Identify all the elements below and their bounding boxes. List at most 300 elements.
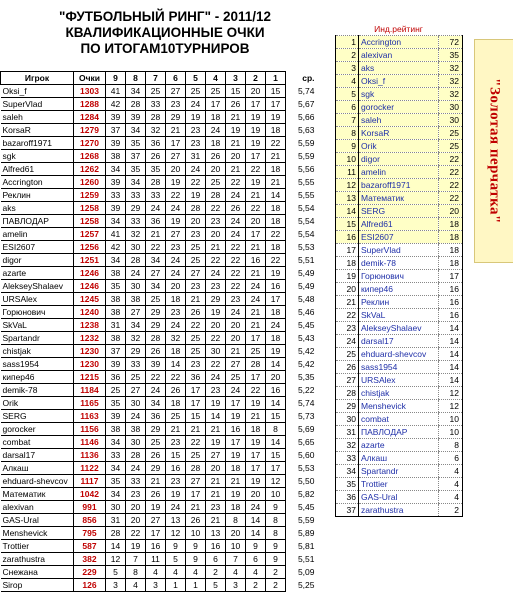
round-score: 34 <box>126 85 146 98</box>
rating-position: 3 <box>336 62 359 75</box>
round-score: 24 <box>226 189 246 202</box>
round-score: 19 <box>126 540 146 553</box>
round-score: 38 <box>106 306 126 319</box>
round-score: 26 <box>146 449 166 462</box>
round-score: 21 <box>266 176 286 189</box>
rating-score: 4 <box>439 465 463 478</box>
round-score: 22 <box>206 254 226 267</box>
rating-row <box>336 374 463 387</box>
round-score: 19 <box>246 436 266 449</box>
round-score: 38 <box>106 267 126 280</box>
rating-name: Алкаш <box>359 452 439 465</box>
player-name: KorsaR <box>1 124 74 137</box>
round-score: 20 <box>206 163 226 176</box>
rating-position: 21 <box>336 296 359 309</box>
round-score: 8 <box>266 514 286 527</box>
round-score: 25 <box>186 254 206 267</box>
rating-position: 8 <box>336 127 359 140</box>
column-header: 1 <box>266 72 286 85</box>
round-score: 19 <box>246 475 266 488</box>
rating-name: Accrington <box>359 36 439 49</box>
round-score: 26 <box>146 150 166 163</box>
player-average: 5,55 <box>297 177 315 187</box>
table-row <box>1 436 316 449</box>
table-header-row <box>1 72 316 85</box>
rating-row <box>336 179 463 192</box>
rating-name: Математик <box>359 192 439 205</box>
round-score: 23 <box>226 293 246 306</box>
round-score: 29 <box>126 202 146 215</box>
round-score: 24 <box>206 267 226 280</box>
player-average: 5,09 <box>297 567 315 577</box>
round-score: 29 <box>146 319 166 332</box>
round-score: 18 <box>166 293 186 306</box>
rating-row <box>336 283 463 296</box>
round-score: 39 <box>106 111 126 124</box>
player-points: 1284 <box>74 111 106 124</box>
column-header: ср. <box>302 73 315 83</box>
player-points: 1262 <box>74 163 106 176</box>
rating-row <box>336 296 463 309</box>
round-score: 19 <box>166 176 186 189</box>
rating-name: digor <box>359 153 439 166</box>
round-score: 41 <box>106 228 126 241</box>
round-score: 19 <box>186 111 206 124</box>
round-score: 20 <box>166 163 186 176</box>
round-score: 16 <box>166 462 186 475</box>
round-score: 17 <box>186 384 206 397</box>
round-score: 34 <box>126 319 146 332</box>
round-score: 19 <box>226 449 246 462</box>
round-score: 26 <box>206 150 226 163</box>
rating-score: 32 <box>439 62 463 75</box>
player-points: 126 <box>74 579 106 592</box>
round-score: 24 <box>226 215 246 228</box>
round-score: 20 <box>166 280 186 293</box>
player-name: ПАВЛОДАР <box>1 215 74 228</box>
round-score: 26 <box>186 514 206 527</box>
player-average: 5,35 <box>297 372 315 382</box>
round-score: 10 <box>186 527 206 540</box>
player-average: 5,51 <box>297 554 315 564</box>
round-score: 16 <box>266 384 286 397</box>
round-score: 16 <box>266 280 286 293</box>
round-score: 13 <box>206 527 226 540</box>
round-score: 24 <box>126 267 146 280</box>
round-score: 25 <box>166 410 186 423</box>
player-name: sgk <box>1 150 74 163</box>
player-name: azarte <box>1 267 74 280</box>
rating-name: SkVaL <box>359 309 439 322</box>
player-average: 5,50 <box>297 476 315 486</box>
round-score: 27 <box>206 449 226 462</box>
table-row <box>1 462 316 475</box>
player-average: 5,73 <box>297 411 315 421</box>
round-score: 22 <box>206 332 226 345</box>
rating-row <box>336 439 463 452</box>
round-score: 18 <box>166 345 186 358</box>
golden-glove-label: "Золотая перчатка" <box>486 78 503 224</box>
round-score: 3 <box>106 579 126 592</box>
round-score: 39 <box>106 137 126 150</box>
rating-score: 22 <box>439 192 463 205</box>
player-name: Алкаш <box>1 462 74 475</box>
round-score: 28 <box>206 189 226 202</box>
rating-score: 35 <box>439 49 463 62</box>
round-score: 22 <box>226 176 246 189</box>
rating-row <box>336 153 463 166</box>
player-average: 5,59 <box>297 138 315 148</box>
rating-position: 32 <box>336 439 359 452</box>
round-score: 15 <box>266 85 286 98</box>
round-score: 21 <box>206 514 226 527</box>
round-score: 22 <box>246 163 266 176</box>
rating-row <box>336 88 463 101</box>
round-score: 33 <box>146 189 166 202</box>
rating-score: 18 <box>439 257 463 270</box>
rating-position: 37 <box>336 504 359 517</box>
table-row <box>1 332 316 345</box>
column-header: 2 <box>246 72 266 85</box>
round-score: 27 <box>166 150 186 163</box>
round-score: 22 <box>206 202 226 215</box>
rating-header-spacer <box>336 23 359 36</box>
rating-row <box>336 62 463 75</box>
round-score: 22 <box>186 319 206 332</box>
rating-name: Реклин <box>359 296 439 309</box>
round-score: 18 <box>266 215 286 228</box>
player-name: Spartandr <box>1 332 74 345</box>
table-row <box>1 358 316 371</box>
round-score: 20 <box>226 319 246 332</box>
player-points: 1257 <box>74 228 106 241</box>
player-points: 382 <box>74 553 106 566</box>
player-name: Горюнович <box>1 306 74 319</box>
round-score: 12 <box>266 475 286 488</box>
round-score: 24 <box>166 319 186 332</box>
round-score: 35 <box>106 280 126 293</box>
player-points: 1232 <box>74 332 106 345</box>
rating-name: demik-78 <box>359 257 439 270</box>
round-score: 19 <box>206 306 226 319</box>
table-row <box>1 501 316 514</box>
player-points: 1303 <box>74 85 106 98</box>
table-row <box>1 150 316 163</box>
round-score: 9 <box>266 501 286 514</box>
round-score: 16 <box>226 423 246 436</box>
table-row <box>1 475 316 488</box>
table-row <box>1 540 316 553</box>
round-score: 28 <box>186 202 206 215</box>
column-header: 6 <box>166 72 186 85</box>
round-score: 28 <box>106 527 126 540</box>
player-name: URSAlex <box>1 293 74 306</box>
round-score: 24 <box>146 384 166 397</box>
rating-score: 25 <box>439 140 463 153</box>
table-row <box>1 319 316 332</box>
round-score: 18 <box>206 137 226 150</box>
round-score: 18 <box>266 306 286 319</box>
round-score: 12 <box>166 527 186 540</box>
rating-position: 6 <box>336 101 359 114</box>
rating-name: GAS-Ural <box>359 491 439 504</box>
player-points: 1156 <box>74 423 106 436</box>
round-score: 5 <box>206 579 226 592</box>
round-score: 21 <box>246 410 266 423</box>
round-score: 39 <box>106 202 126 215</box>
rating-position: 14 <box>336 205 359 218</box>
round-score: 19 <box>226 488 246 501</box>
round-score: 24 <box>166 501 186 514</box>
table-row <box>1 566 316 579</box>
player-points: 1260 <box>74 176 106 189</box>
player-points: 1240 <box>74 306 106 319</box>
rating-name: azarte <box>359 439 439 452</box>
rating-score: 4 <box>439 478 463 491</box>
round-score: 27 <box>126 306 146 319</box>
round-score: 23 <box>166 436 186 449</box>
player-name: darsal17 <box>1 449 74 462</box>
player-points: 1246 <box>74 280 106 293</box>
round-score: 27 <box>186 267 206 280</box>
round-score: 18 <box>166 397 186 410</box>
round-score: 21 <box>206 488 226 501</box>
round-score: 28 <box>146 332 166 345</box>
rating-row <box>336 192 463 205</box>
rating-name: KorsaR <box>359 127 439 140</box>
round-score: 20 <box>206 319 226 332</box>
round-score: 17 <box>246 371 266 384</box>
player-average: 5,59 <box>297 515 315 525</box>
player-points: 1268 <box>74 150 106 163</box>
round-score: 25 <box>206 85 226 98</box>
round-score: 33 <box>126 475 146 488</box>
rating-header: Инд.рейтинг <box>374 24 423 34</box>
round-score: 2 <box>246 579 266 592</box>
rating-score: 18 <box>439 244 463 257</box>
round-score: 28 <box>126 98 146 111</box>
round-score: 19 <box>186 189 206 202</box>
player-name: zarathustra <box>1 553 74 566</box>
rating-score: 20 <box>439 205 463 218</box>
round-score: 20 <box>206 228 226 241</box>
round-score: 21 <box>146 228 166 241</box>
round-score: 28 <box>126 449 146 462</box>
player-average: 5,45 <box>297 502 315 512</box>
table-row <box>1 137 316 150</box>
column-header: 8 <box>126 72 146 85</box>
round-score: 24 <box>166 267 186 280</box>
round-score: 25 <box>186 449 206 462</box>
round-score: 29 <box>126 345 146 358</box>
round-score: 9 <box>166 540 186 553</box>
player-average: 5,59 <box>297 151 315 161</box>
player-name: Реклин <box>1 189 74 202</box>
round-score: 37 <box>106 124 126 137</box>
round-score: 31 <box>106 319 126 332</box>
rating-score: 14 <box>439 361 463 374</box>
rating-name: ESI2607 <box>359 231 439 244</box>
round-score: 21 <box>166 124 186 137</box>
player-name: ESI2607 <box>1 241 74 254</box>
round-score: 21 <box>206 241 226 254</box>
round-score: 14 <box>166 358 186 371</box>
round-score: 36 <box>106 371 126 384</box>
rating-row <box>336 101 463 114</box>
round-score: 24 <box>126 462 146 475</box>
rating-name: Горюнович <box>359 270 439 283</box>
round-score: 26 <box>146 345 166 358</box>
rating-position: 34 <box>336 465 359 478</box>
round-score: 23 <box>186 228 206 241</box>
round-score: 30 <box>106 501 126 514</box>
player-average: 5,45 <box>297 320 315 330</box>
title-line-3: ПО ИТОГАМ10ТУРНИРОВ <box>80 41 250 56</box>
round-score: 21 <box>166 423 186 436</box>
round-score: 34 <box>126 176 146 189</box>
player-average: 5,42 <box>297 359 315 369</box>
round-score: 22 <box>186 176 206 189</box>
rating-score: 8 <box>439 439 463 452</box>
player-name: Oksi_f <box>1 85 74 98</box>
round-score: 21 <box>226 137 246 150</box>
round-score: 19 <box>166 488 186 501</box>
rating-name: SERG <box>359 205 439 218</box>
round-score: 17 <box>266 462 286 475</box>
qualification-table <box>0 71 316 592</box>
player-points: 1230 <box>74 345 106 358</box>
rating-row <box>336 413 463 426</box>
round-score: 19 <box>246 124 266 137</box>
table-row <box>1 98 316 111</box>
round-score: 19 <box>246 137 266 150</box>
player-name: Menshevick <box>1 527 74 540</box>
rating-name: zarathustra <box>359 504 439 517</box>
round-score: 17 <box>226 397 246 410</box>
rating-name: sgk <box>359 88 439 101</box>
round-score: 24 <box>186 163 206 176</box>
title-line-1: "ФУТБОЛЬНЫЙ РИНГ" - 2011/12 <box>58 9 272 24</box>
player-average: 5,89 <box>297 528 315 538</box>
round-score: 1 <box>186 579 206 592</box>
round-score: 33 <box>126 189 146 202</box>
column-header: 9 <box>106 72 126 85</box>
round-score: 39 <box>126 111 146 124</box>
round-score: 9 <box>266 540 286 553</box>
round-score: 27 <box>186 475 206 488</box>
round-score: 23 <box>126 488 146 501</box>
rating-score: 72 <box>439 36 463 49</box>
table-row <box>1 345 316 358</box>
table-row <box>1 254 316 267</box>
rating-name: Alfred61 <box>359 218 439 231</box>
rating-score: 32 <box>439 88 463 101</box>
player-average: 5,53 <box>297 463 315 473</box>
round-score: 34 <box>106 163 126 176</box>
rating-position: 19 <box>336 270 359 283</box>
player-average: 5,69 <box>297 424 315 434</box>
round-score: 25 <box>186 85 206 98</box>
player-name: combat <box>1 436 74 449</box>
round-score: 28 <box>246 358 266 371</box>
rating-score: 14 <box>439 374 463 387</box>
column-header: 5 <box>186 72 206 85</box>
table-row <box>1 85 316 98</box>
round-score: 4 <box>126 579 146 592</box>
rating-position: 1 <box>336 36 359 49</box>
round-score: 15 <box>186 410 206 423</box>
table-row <box>1 202 316 215</box>
round-score: 25 <box>186 332 206 345</box>
round-score: 23 <box>166 475 186 488</box>
round-score: 23 <box>206 280 226 293</box>
round-score: 39 <box>106 176 126 189</box>
rating-position: 18 <box>336 257 359 270</box>
round-score: 8 <box>126 566 146 579</box>
player-points: 1165 <box>74 397 106 410</box>
rating-name: amelin <box>359 166 439 179</box>
round-score: 28 <box>146 176 166 189</box>
player-name: SuperVlad <box>1 98 74 111</box>
round-score: 17 <box>266 98 286 111</box>
rating-name: chistjak <box>359 387 439 400</box>
round-score: 25 <box>146 85 166 98</box>
rating-row <box>336 114 463 127</box>
round-score: 24 <box>126 410 146 423</box>
round-score: 21 <box>246 319 266 332</box>
table-row <box>1 241 316 254</box>
rating-position: 10 <box>336 153 359 166</box>
round-score: 17 <box>206 98 226 111</box>
rating-position: 20 <box>336 283 359 296</box>
round-score: 16 <box>206 540 226 553</box>
round-score: 27 <box>146 514 166 527</box>
round-score: 25 <box>226 371 246 384</box>
table-row <box>1 124 316 137</box>
round-score: 32 <box>126 332 146 345</box>
player-points: 1288 <box>74 98 106 111</box>
round-score: 13 <box>166 514 186 527</box>
round-score: 14 <box>266 397 286 410</box>
round-score: 33 <box>106 189 126 202</box>
round-score: 21 <box>206 423 226 436</box>
player-average: 5,54 <box>297 216 315 226</box>
player-points: 1136 <box>74 449 106 462</box>
table-row <box>1 579 316 592</box>
rating-score: 22 <box>439 179 463 192</box>
round-score: 8 <box>266 423 286 436</box>
round-score: 22 <box>146 241 166 254</box>
round-score: 5 <box>166 553 186 566</box>
player-name: Accrington <box>1 176 74 189</box>
round-score: 22 <box>266 228 286 241</box>
round-score: 25 <box>186 345 206 358</box>
title-line-2: КВАЛИФИКАЦИОННЫЕ ОЧКИ <box>65 25 265 40</box>
round-score: 22 <box>146 371 166 384</box>
round-score: 23 <box>166 241 186 254</box>
round-score: 35 <box>126 137 146 150</box>
table-row <box>1 267 316 280</box>
round-score: 24 <box>226 384 246 397</box>
round-score: 20 <box>226 527 246 540</box>
round-score: 23 <box>186 280 206 293</box>
round-score: 21 <box>206 475 226 488</box>
round-score: 26 <box>226 98 246 111</box>
round-score: 19 <box>246 397 266 410</box>
round-score: 37 <box>106 345 126 358</box>
round-score: 19 <box>266 267 286 280</box>
round-score: 14 <box>266 189 286 202</box>
